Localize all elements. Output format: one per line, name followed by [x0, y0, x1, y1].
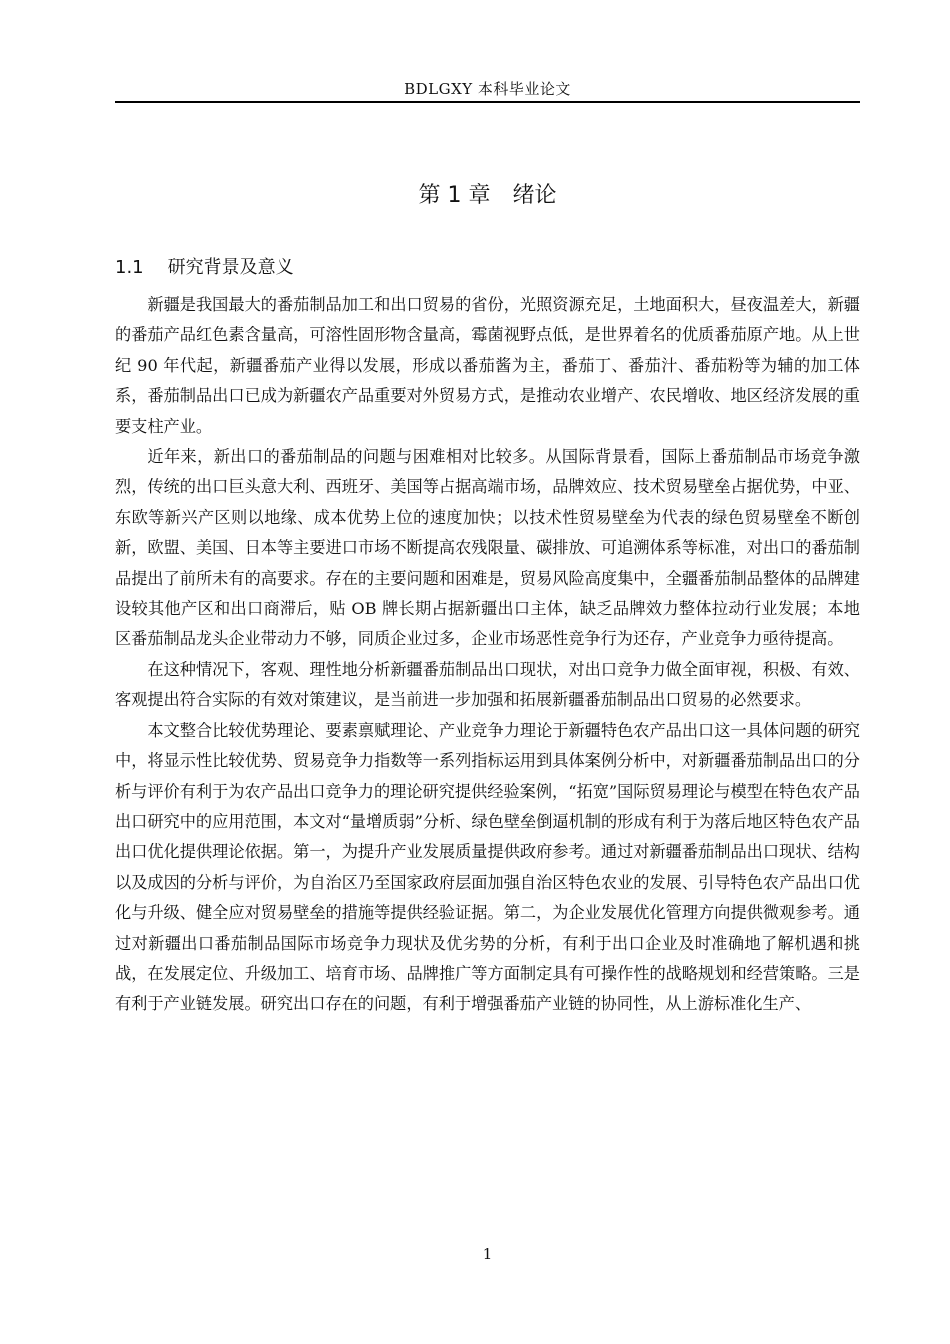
paragraph: 在这种情况下，客观、理性地分析新疆番茄制品出口现状，对出口竞争力做全面审视，积极、有效、客观提出符合实际的有效对策建议，是当前进一步加强和拓展新疆番茄制品出口贸易的必然要求。 [115, 659, 860, 710]
section-heading [115, 253, 294, 279]
section-title: 研究背景及意义 [167, 257, 294, 278]
body-text [115, 290, 860, 1020]
paragraph: 新疆是我国最大的番茄制品加工和出口贸易的省份，光照资源充足，土地面积大，昼夜温差大，新疆的番茄产品红色素含量高，可溶性固形物含量高，霉菌视野点低，是世界着名的优质番茄原产地。从上世纪 90 年代起，新疆番茄产业得以发展，形成以番茄酱为主，番茄丁、番茄汁、番茄粉等为辅的加工体系，番茄制品出口已成为新疆农产品重要对外贸易方式，是推动农业增产、农民增收、地区经济发展的重要支柱产业。 [115, 295, 860, 436]
page-number: 1 [482, 1245, 493, 1263]
chapter-title: 第 1 章 绪论 [418, 183, 557, 208]
section-number: 1.1 [115, 257, 144, 278]
paragraph: 近年来，新出口的番茄制品的问题与困难相对比较多。从国际背景看，国际上番茄制品市场竞争激烈，传统的出口巨头意大利、西班牙、美国等占据高端市场，品牌效应、技术贸易壁垒占据优势，中亚、东欧等新兴产区则以地缘、成本优势上位的速度加快；以技术性贸易壁垒为代表的绿色贸易壁垒不断创新，欧盟、美国、日本等主要进口市场不断提高农残限量、碳排放、可追溯体系等标准，对出口的番茄制品提出了前所未有的高要求。存在的主要问题和困难是，贸易风险高度集中，全疆番茄制品整体的品牌建设较其他产区和出口商滞后，贴 OB 牌长期占据新疆出口主体，缺乏品牌效力整体拉动行业发展；本地区番茄制品龙头企业带动力不够，同质企业过多，企业市场恶性竞争行为还存，产业竞争力亟待提高。 [115, 447, 860, 649]
running-header: BDLGXY 本科毕业论文 [404, 80, 571, 98]
paragraph: 本文整合比较优势理论、要素禀赋理论、产业竞争力理论于新疆特色农产品出口这一具体问题的研究中，将显示性比较优势、贸易竞争力指数等一系列指标运用到具体案例分析中，对新疆番茄制品出口的分析与评价有利于为农产品出口竞争力的理论研究提供经验案例，“拓宽”国际贸易理论与模型在特色农产品出口研究中的应用范围，本文对“量增质弱”分析、绿色壁垒倒逼机制的形成有利于为落后地区特色农产品出口优化提供理论依据。第一，为提升产业发展质量提供政府参考。通过对新疆番茄制品出口现状、结构以及成因的分析与评价，为自治区乃至国家政府层面加强自治区特色农业的发展、引导特色农产品出口优化与升级、健全应对贸易壁垒的措施等提供经验证据。第二，为企业发展优化管理方向提供微观参考。通过对新疆出口番茄制品国际市场竞争力现状及优劣势的分析，有利于出口企业及时准确地了解机遇和挑战，在发展定位、升级加工、培育市场、品牌推广等方面制定具有可操作性的战略规划和经营策略。三是有利于产业链发展。研究出口存在的问题，有利于增强番茄产业链的协同性，从上游标准化生产、 [115, 720, 860, 1014]
header-divider [115, 101, 860, 103]
